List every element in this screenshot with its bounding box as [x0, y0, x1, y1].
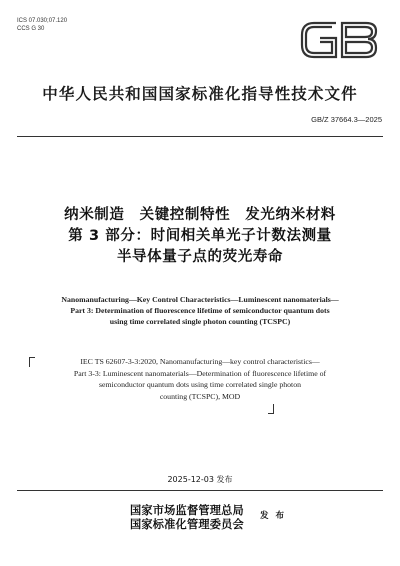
footer-divider [17, 490, 383, 491]
publisher-sac: 国家标准化管理委员会 [130, 518, 244, 531]
identical-line-2: Part 3-3: Luminescent nanomaterials—Determination of fluorescence lifetime of [73, 368, 327, 378]
ccs-code: CCS G 30 [17, 26, 45, 32]
release-date: 2025-12-03 发布 [167, 475, 233, 484]
ics-code: ICS 07.030;07.120 [17, 18, 68, 24]
chinese-title-line-1: 纳米制造 关键控制特性 发光纳米材料 [64, 207, 336, 223]
standard-number: GB/Z 37664.3—2025 [311, 115, 382, 124]
standard-type-title: 中华人民共和国国家标准化指导性技术文件 [42, 85, 358, 103]
header-divider [17, 136, 383, 137]
publish-label: 发 布 [260, 511, 286, 521]
bracket-close [268, 404, 274, 414]
english-title-line-2: Part 3: Determination of fluorescence lifetime of semiconductor quantum dots [70, 306, 330, 315]
gb-logo [296, 16, 382, 64]
identical-line-3: semiconductor quantum dots using time correlated single photon [98, 380, 302, 389]
english-title-line-3: using time correlated single photon counting (TCSPC) [109, 317, 291, 326]
english-title-line-1: Nanomanufacturing—Key Control Characteristics—Luminescent nanomaterials— [61, 295, 339, 304]
identical-line-1: IEC TS 62607-3-3:2020, Nanomanufacturing—key control characteristics— [80, 357, 320, 366]
identical-line-4: counting (TCSPC), MOD [159, 391, 241, 401]
publisher-samr: 国家市场监督管理总局 [130, 504, 244, 517]
chinese-title-line-2: 第 3 部分：时间相关单光子计数法测量 [68, 228, 332, 244]
chinese-title-line-3: 半导体量子点的荧光寿命 [116, 249, 284, 265]
identical-standard-block [22, 356, 378, 402]
